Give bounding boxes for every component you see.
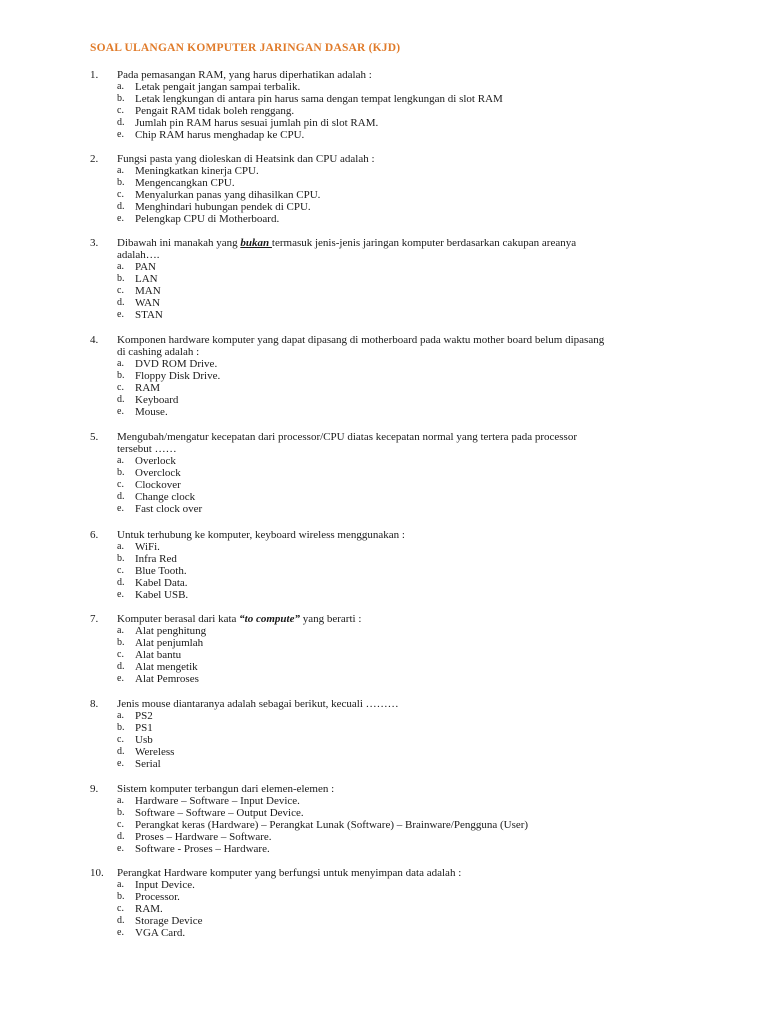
option-text: Overlock (135, 455, 176, 467)
option-text: Infra Red (135, 553, 177, 565)
option-text: Pengait RAM tidak boleh renggang. (135, 105, 295, 117)
option-letter: d. (117, 915, 125, 926)
question-text-part: di cashing adalah : (117, 346, 200, 358)
option-letter: b. (117, 637, 125, 648)
option-text: Software – Software – Output Device. (135, 807, 304, 819)
option-letter: d. (117, 201, 125, 212)
option-letter: c. (117, 819, 124, 830)
option-letter: e. (117, 589, 124, 600)
option-letter: e. (117, 406, 124, 417)
option-letter: c. (117, 479, 124, 490)
option-letter: b. (117, 177, 125, 188)
option-text: RAM (135, 382, 161, 394)
question-number: 7. (90, 613, 99, 625)
option-text: Serial (135, 758, 161, 770)
option-text: Input Device. (135, 879, 195, 891)
option-text: STAN (135, 309, 163, 321)
option-text: Alat Pemroses (135, 673, 199, 685)
option-letter: c. (117, 903, 124, 914)
emphasis-phrase: “to compute” (239, 613, 300, 625)
option-letter: a. (117, 879, 124, 890)
option-letter: c. (117, 565, 124, 576)
option-text: Clockover (135, 479, 181, 491)
option-letter: a. (117, 358, 124, 369)
option-text: Jumlah pin RAM harus sesuai jumlah pin di slot RAM. (135, 117, 379, 129)
option-text: Meningkatkan kinerja CPU. (135, 165, 259, 177)
question-text-part: adalah…. (117, 249, 160, 261)
option-text: PS1 (135, 722, 153, 734)
option-letter: a. (117, 261, 124, 272)
option-text: Alat bantu (135, 649, 182, 661)
question-number: 1. (90, 69, 99, 81)
option-text: Blue Tooth. (135, 565, 187, 577)
option-letter: d. (117, 297, 125, 308)
option-letter: d. (117, 831, 125, 842)
option-text: Alat mengetik (135, 661, 198, 673)
option-letter: b. (117, 807, 125, 818)
question-text-part: Komponen hardware komputer yang dapat dipasang di motherboard pada waktu mother board belum dipasang (117, 334, 605, 346)
question-text (117, 237, 677, 261)
question-text: Perangkat Hardware komputer yang berfungsi untuk menyimpan data adalah : (117, 867, 462, 879)
option-text: LAN (135, 273, 158, 285)
option-letter: e. (117, 129, 124, 140)
question-number: 2. (90, 153, 99, 165)
option-letter: a. (117, 795, 124, 806)
option-text: Wereless (135, 746, 175, 758)
option-text: Letak lengkungan di antara pin harus sama dengan tempat lengkungan di slot RAM (135, 93, 503, 105)
option-text: Alat penghitung (135, 625, 207, 637)
question-number: 5. (90, 431, 99, 443)
option-text: RAM. (135, 903, 163, 915)
option-letter: a. (117, 455, 124, 466)
option-letter: c. (117, 649, 124, 660)
document-title: SOAL ULANGAN KOMPUTER JARINGAN DASAR (KJD) (90, 42, 401, 54)
question-text: Fungsi pasta yang dioleskan di Heatsink dan CPU adalah : (117, 153, 375, 165)
option-letter: e. (117, 503, 124, 514)
option-letter: e. (117, 213, 124, 224)
option-text: PAN (135, 261, 156, 273)
option-letter: c. (117, 189, 124, 200)
question-number: 10. (90, 867, 104, 879)
option-letter: b. (117, 273, 125, 284)
question-text: Pada pemasangan RAM, yang harus diperhatikan adalah : (117, 69, 372, 81)
question-text-part: termasuk jenis-jenis jaringan komputer berdasarkan cakupan areanya (271, 237, 577, 249)
option-letter: b. (117, 370, 125, 381)
option-text: PS2 (135, 710, 153, 722)
option-letter: e. (117, 309, 124, 320)
option-letter: d. (117, 577, 125, 588)
option-text: Proses – Hardware – Software. (135, 831, 272, 843)
question-number: 3. (90, 237, 99, 249)
option-text: Alat penjumlah (135, 637, 204, 649)
option-letter: c. (117, 734, 124, 745)
option-text: Kabel USB. (135, 589, 189, 601)
option-text: Mouse. (135, 406, 168, 418)
option-text: Overclock (135, 467, 181, 479)
option-letter: a. (117, 625, 124, 636)
option-text: Storage Device (135, 915, 203, 927)
question-text: Sistem komputer terbangun dari elemen-elemen : (117, 783, 335, 795)
option-letter: d. (117, 661, 125, 672)
option-letter: c. (117, 382, 124, 393)
option-text: Chip RAM harus menghadap ke CPU. (135, 129, 305, 141)
option-text: Software - Proses – Hardware. (135, 843, 270, 855)
question-text (117, 334, 677, 358)
question-text (117, 431, 677, 455)
option-text: Pelengkap CPU di Motherboard. (135, 213, 280, 225)
option-text: Processor. (135, 891, 180, 903)
question-number: 9. (90, 783, 99, 795)
option-letter: e. (117, 758, 124, 769)
question-number: 6. (90, 529, 99, 541)
option-text: WiFi. (135, 541, 160, 553)
option-letter: e. (117, 673, 124, 684)
option-text: Keyboard (135, 394, 179, 406)
option-text: Letak pengait jangan sampai terbalik. (135, 81, 301, 93)
option-text: VGA Card. (135, 927, 186, 939)
question-text-part: Mengubah/mengatur kecepatan dari processor/CPU diatas kecepatan normal yang tertera pada processor (117, 431, 577, 443)
option-text: WAN (135, 297, 161, 309)
option-text: Menyalurkan panas yang dihasilkan CPU. (135, 189, 321, 201)
question-text: Jenis mouse diantaranya adalah sebagai berikut, kecuali ……… (117, 698, 399, 710)
question-number: 8. (90, 698, 99, 710)
option-letter: d. (117, 117, 125, 128)
option-letter: a. (117, 541, 124, 552)
option-letter: d. (117, 394, 125, 405)
option-text: Floppy Disk Drive. (135, 370, 221, 382)
question-text-part: yang berarti : (299, 613, 362, 625)
option-text: Mengencangkan CPU. (135, 177, 235, 189)
option-text: DVD ROM Drive. (135, 358, 218, 370)
option-letter: b. (117, 553, 125, 564)
option-letter: a. (117, 710, 124, 721)
question-text-part: Dibawah ini manakah yang (117, 237, 241, 249)
question-text-part: Komputer berasal dari kata (117, 613, 240, 625)
option-letter: b. (117, 891, 125, 902)
emphasis-word: bukan (240, 237, 272, 249)
option-letter: c. (117, 105, 124, 116)
option-text: Hardware – Software – Input Device. (135, 795, 300, 807)
option-letter: e. (117, 927, 124, 938)
question-number: 4. (90, 334, 99, 346)
option-letter: c. (117, 285, 124, 296)
option-letter: d. (117, 491, 125, 502)
option-letter: e. (117, 843, 124, 854)
question-text-part: tersebut …… (117, 443, 177, 455)
option-letter: a. (117, 165, 124, 176)
question-text (117, 613, 677, 625)
option-letter: b. (117, 722, 125, 733)
option-letter: d. (117, 746, 125, 757)
option-text: Perangkat keras (Hardware) – Perangkat Lunak (Software) – Brainware/Pengguna (User) (135, 819, 529, 831)
question-text: Untuk terhubung ke komputer, keyboard wireless menggunakan : (117, 529, 405, 541)
option-text: MAN (135, 285, 161, 297)
option-letter: b. (117, 93, 125, 104)
option-letter: a. (117, 81, 124, 92)
option-letter: b. (117, 467, 125, 478)
option-text: Fast clock over (135, 503, 203, 515)
option-text: Change clock (135, 491, 196, 503)
option-text: Usb (135, 734, 153, 746)
option-text: Kabel Data. (135, 577, 188, 589)
option-text: Menghindari hubungan pendek di CPU. (135, 201, 311, 213)
